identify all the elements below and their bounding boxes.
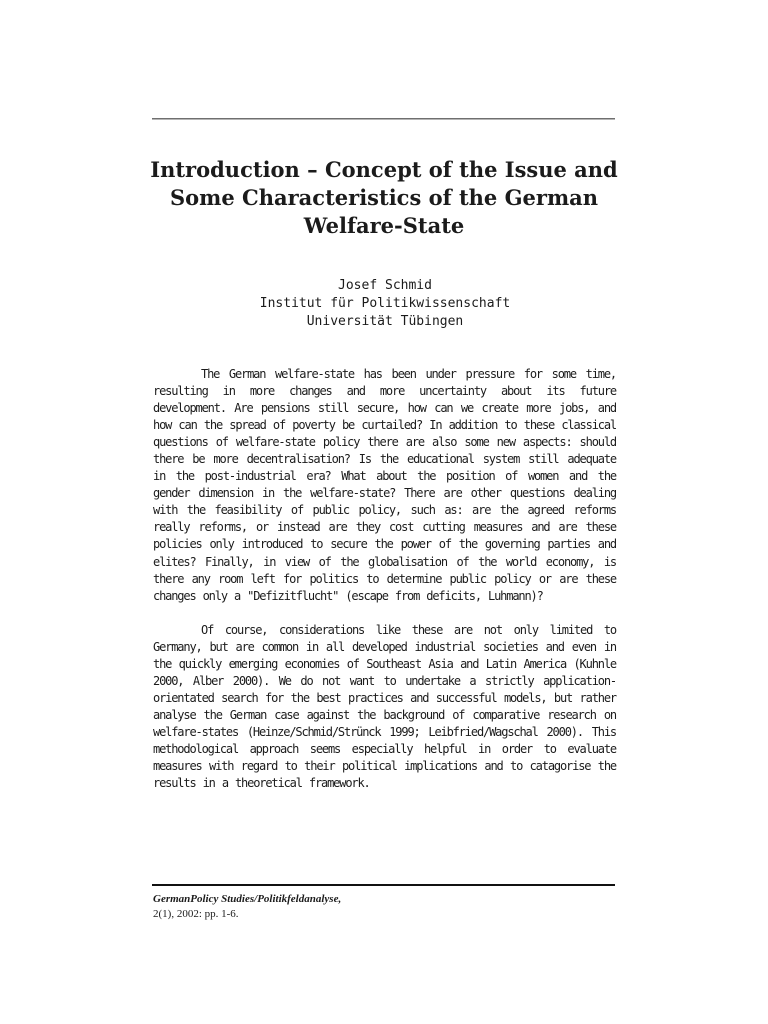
- author-affiliation: [152, 277, 618, 331]
- top-divider: [152, 118, 615, 120]
- author-name: Josef Schmid: [338, 278, 432, 293]
- footer-citation: [153, 892, 573, 922]
- paragraph-2: Of course, considerations like these are not only limited to Germany, but are common in all developed industrial societies and even in the quickly emerging economies of Southeast Asia and Latin America (Kuhnle 2000, Alber 2000). We do not want to undertake a strictly application-orientated search for the best practices and successful models, but rather analyse the German case against the background of comparative research on welfare-states (Heinze/Schmid/Strünck 1999; Leibfried/Wagschal 2000). This methodological approach seems especially helpful in order to evaluate measures with regard to their political implications and to catagorise the results in a theoretical framework.: [153, 622, 616, 791]
- footer-issue: 2(1), 2002: pp. 1-6.: [153, 908, 239, 920]
- footer-divider: [152, 884, 615, 886]
- document-title: [140, 156, 628, 240]
- author-institute: Institut für Politikwissenschaft: [259, 296, 511, 311]
- author-university: Universität Tübingen: [306, 314, 464, 329]
- body-text: [153, 366, 616, 809]
- title-line-1: Introduction – Concept of the Issue and: [150, 157, 618, 182]
- footer-journal: GermanPolicy Studies/Politikfeldanalyse,: [153, 893, 342, 905]
- paragraph-1: The German welfare-state has been under pressure for some time, resulting in more changes and more uncertainty about its future development. Are pensions still secure, how can we create more jobs, and how can the spread of poverty be curtailed? In addition to these classical questions of welfare-state policy there are also some new aspects: should there be more decentralisation? Is the educational system still adequate in the post-industrial era? What about the position of women and the gender dimension in the welfare-state? There are other questions dealing with the feasibility of public policy, such as: are the agreed reforms really reforms, or instead are they cost cutting measures and are these policies only introduced to secure the power of the governing parties and elites? Finally, in view of the globalisation of the world economy, is there any room left for politics to determine public policy or are these changes only a "Defizitflucht" (escape from deficits, Luhmann)?: [153, 367, 616, 603]
- title-line-3: Welfare-State: [303, 213, 465, 238]
- title-line-2: Some Characteristics of the German: [169, 185, 599, 210]
